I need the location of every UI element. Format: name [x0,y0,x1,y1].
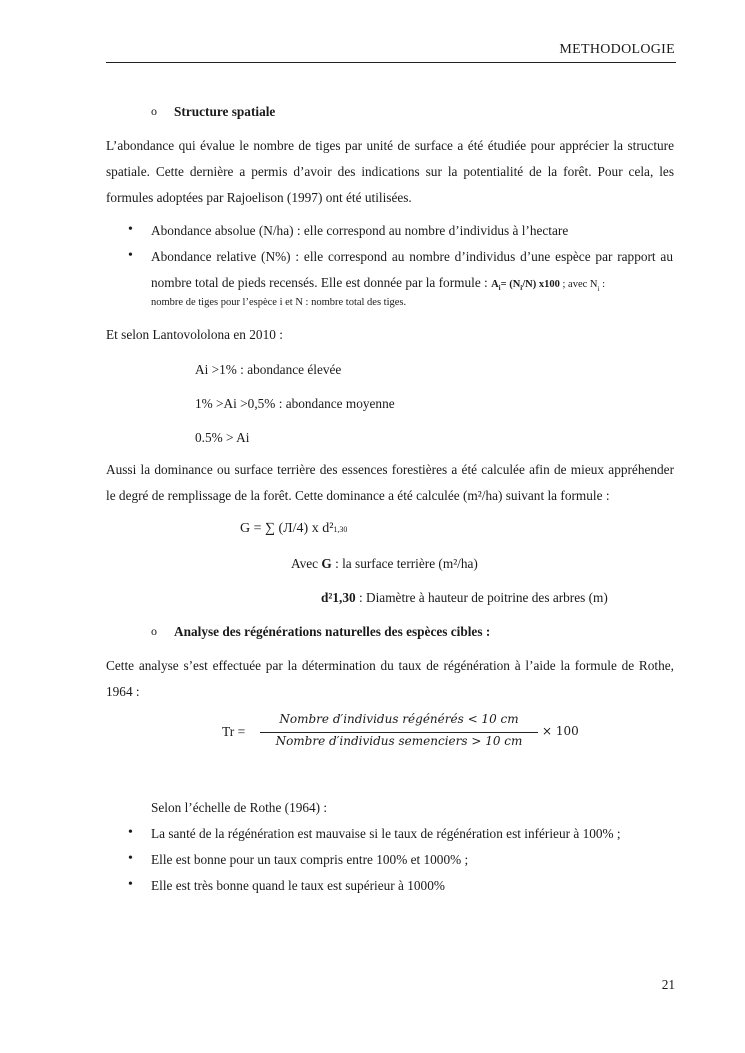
list-item-abondance-relative-line-2 [151,274,605,293]
avec-g-symbol: G [321,556,332,571]
para-abondance-line-2: spatiale. Cette dernière a permis d’avoir des indications sur la potentialité de la forêt. Pour cela, les [106,164,674,179]
header-rule [106,62,676,63]
para-regeneration-line-2: 1964 : [106,684,140,699]
section-heading-regeneration: Analyse des régénérations naturelles des espèces cibles : [174,624,491,639]
para-abondance-line-1: L’abondance qui évalue le nombre de tiges par unité de surface a été étudiée pour apprécier la structure [106,138,674,153]
formula-rothe-denominator: Nombre d′individus semenciers > 10 cm [275,734,523,748]
formula-rothe-rhs: × 100 [542,724,579,738]
list-item-abondance-relative-line-1: Abondance relative (N%) : elle correspond au nombre d’individus d’une espèce par rapport au [151,249,673,264]
d130-desc: : Diamètre à hauteur de poitrine des arbres (m) [355,590,608,605]
formula-rothe-numerator: Nombre d′individus régénérés < 10 cm [279,712,519,726]
bullet-icon: • [128,851,133,866]
formula-g-sub: 1,30 [333,525,348,534]
list-item-abondance-absolue: Abondance absolue (N/ha) : elle correspond au nombre d’individus à l’hectare [151,223,569,238]
bullet-icon: • [128,248,133,263]
rothe-item-mauvaise: La santé de la régénération est mauvaise si le taux de régénération est inférieur à 100% ; [151,826,621,841]
rothe-item-bonne: Elle est bonne pour un taux compris entre 100% et 1000% ; [151,852,469,867]
d130-symbol: d²1,30 [321,590,356,605]
abundance-level-medium: 1% >Ai >0,5% : abondance moyenne [195,396,395,411]
para-abondance-line-3: formules adoptées par Rajoelison (1997) ont été utilisées. [106,190,412,205]
bullet-icon: • [128,825,133,840]
avec-g-definition [291,556,478,572]
avec-g-desc: : la surface terrière (m²/ha) [331,556,478,571]
d130-definition [321,590,608,606]
formula-after-colon: : [599,279,605,290]
running-header: METHODOLOGIE [559,42,675,57]
page-number: 21 [661,977,675,992]
formula-intro-text: nombre total de pieds recensés. Elle est donnée par la formule : [151,275,492,290]
formula-fraction-bar [260,732,538,733]
formula-after-text: ; avec N [559,279,598,290]
formula-rothe-lhs: Tr = [222,724,246,739]
list-item-abondance-relative-line-3: nombre de tiges pour l’espèce i et N : nombre total des tiges. [151,297,407,308]
formula-rest: /N) x100 [522,279,560,290]
bullet-icon: • [128,222,133,237]
avec-prefix: Avec [291,556,322,571]
circle-bullet-icon: o [151,104,157,118]
para-dominance-line-1: Aussi la dominance ou surface terrière des essences forestières a été calculée afin de mieux appréhender [106,462,674,477]
rothe-scale-intro: Selon l’échelle de Rothe (1964) : [151,800,328,815]
formula-eq: = (N [500,279,521,290]
circle-bullet-icon: o [151,624,157,638]
formula-n-sub: i [520,284,523,293]
para-dominance-line-2: le degré de remplissage de la forêt. Cette dominance a été calculée (m²/ha) suivant la formule : [106,488,610,503]
para-regeneration-line-1: Cette analyse s’est effectuée par la détermination du taux de régénération à l’aide la formule de Rothe, [106,658,674,673]
formula-a-sub: i [498,284,501,293]
abundance-level-low: 0.5% > Ai [195,430,250,445]
formula-rothe [222,712,582,754]
formula-after-sub: i [597,285,600,294]
section-heading-structure: Structure spatiale [174,104,276,119]
rothe-item-tres-bonne: Elle est très bonne quand le taux est supérieur à 1000% [151,878,445,893]
abundance-level-high: Ai >1% : abondance élevée [195,362,342,377]
formula-abondance-relative [491,279,560,293]
formula-a: A [491,279,499,290]
bullet-icon: • [128,877,133,892]
formula-surface-terriere [240,521,347,537]
lantovololona-intro: Et selon Lantovololona en 2010 : [106,327,283,342]
formula-g-main: G = ∑ (Л/4) x d² [240,521,334,536]
